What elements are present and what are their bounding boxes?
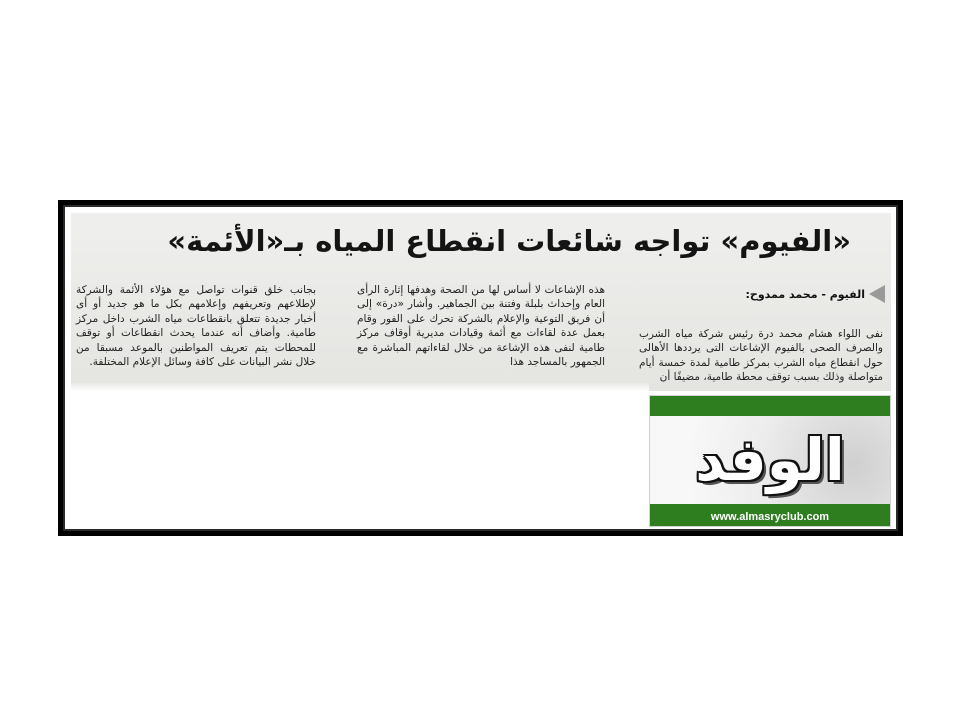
- article-column-middle: هذه الإشاعات لا أساس لها من الصحة وهدفها إثارة الرأى العام وإحداث بلبلة وفتنة بين الجماهير. وأشار «درة» إلى أن فريق التوعية والإعلام بالشركة تحرك على الفور وقام بعمل عدة لقاءات مع أئمة وقيادات مديرية أوقاف مركز طامية لنفى هذه الإشاعة من خلال لقاءاتهم المباشرة مع الجمهور بالمساجد هذا: [357, 284, 605, 369]
- clipping-frame: [58, 200, 903, 536]
- paper-fade: [71, 383, 649, 391]
- logo-wordmark: الوفد: [695, 426, 845, 494]
- arrow-left-icon: [869, 285, 885, 303]
- article-headline: «الفيوم» تواجه شائعات انقطاع المياه بـ«الأئمة»: [167, 224, 851, 258]
- clipping-border: [63, 205, 898, 531]
- article-column-right: نفى اللواء هشام محمد درة رئيس شركة مياه الشرب والصرف الصحى بالفيوم الإشاعات التى يرددها الأهالى حول انقطاع مياه الشرب بمركز طامية لمدة خمسة أيام متواصلة وذلك بسبب توقف محطة طامية، مضيفًا أن: [639, 328, 883, 384]
- logo-url: www.almasryclub.com: [710, 511, 830, 523]
- logo-band-bottom: [650, 504, 890, 526]
- newspaper-clipping: [71, 213, 891, 527]
- article-byline: الفيوم - محمد ممدوح:: [745, 287, 865, 301]
- logo-band-top: [650, 396, 890, 416]
- byline-row: [746, 285, 886, 303]
- article-column-left: بجانب خلق قنوات تواصل مع هؤلاء الأئمة والشركة لإطلاعهم وتعريفهم وإعلامهم بكل ما هو جديد أو أى أخبار جديدة تتعلق بانقطاعات مياه الشرب داخل مركز طامية. وأضاف أنه عندما يحدث انقطاعات أو توقف للمحطات يتم تعريف المواطنين بالموعد مسبقا من خلال نشر البيانات على كافة وسائل الإعلام المختلفة.: [76, 284, 316, 369]
- newspaper-logo: [649, 395, 891, 527]
